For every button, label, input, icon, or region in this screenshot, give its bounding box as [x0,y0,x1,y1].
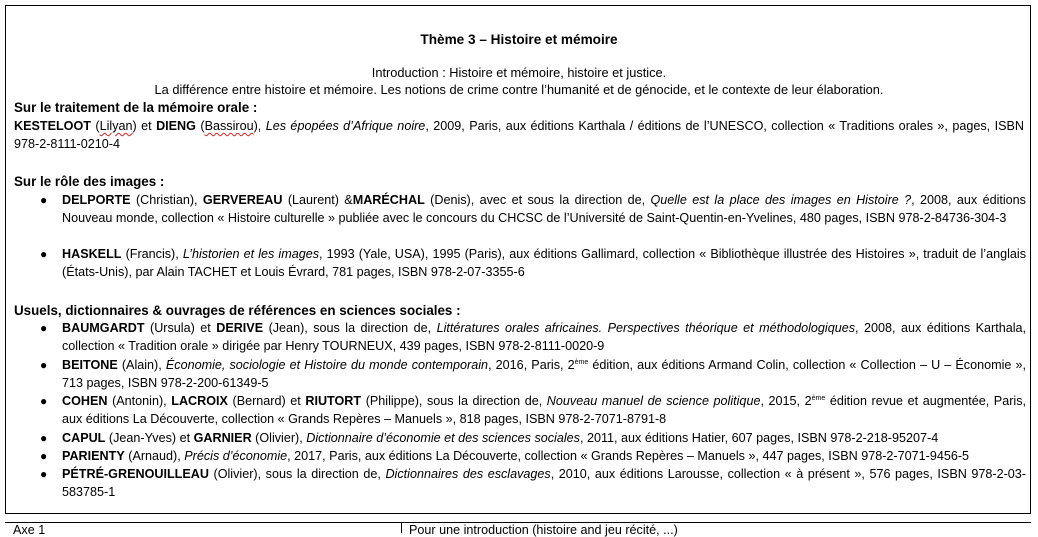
bold-text: DIENG [156,119,196,133]
next-table-row [5,522,1031,537]
reference-entry [62,247,1026,279]
text-run: , 2016, Paris, 2 [488,358,575,372]
bold-text: LACROIX [171,394,228,408]
bullet-icon: ● [40,358,48,372]
text-run: , 2008, aux éditions Karthala, collection « Tradition orale » dirigée par Henry TOURNEUX, 439 pages, ISBN 978-2-8111-0020-9 [62,321,1027,353]
reference-entry [62,394,1026,426]
italic-title: Les épopées d’Afrique noire [265,119,426,133]
list-item [40,320,1027,355]
text-run: , 2010, aux éditions Larousse, collection « à présent », 576 pages, ISBN 978-2-03-583785-1 [62,467,1026,499]
text-run: ), [253,119,266,133]
text-run: (Antonin), [107,394,172,408]
italic-title: Économie, sociologie et Histoire du monde contemporain [165,358,489,372]
next-row-left-fragment: Axe 1 [13,523,46,537]
text-run: , 1993 (Yale, USA), 1995 (Paris), aux éditions Gallimard, collection « Bibliothèque illustrée des Histoires », traduit de l’anglais (États-Unis), par Alain TACHET et Louis Évrard, 781 pages, ISBN 978-2-07-3355-6 [62,247,1026,279]
bullet-icon: ● [40,449,48,463]
italic-title: Dictionnaires des esclavages [385,467,551,481]
bold-text: PARIENTY [62,449,125,463]
bold-text: RIUTORT [305,394,362,408]
text-run: (Francis), [121,247,183,261]
reference-entry [62,431,938,445]
bullet-icon: ● [40,394,48,408]
italic-title: L’historien et les images [182,247,320,261]
intro-line-2: La différence entre histoire et mémoire. Les notions de crime contre l’humanité et de génocide, et le contexte de leur élaboration. [154,82,884,97]
text-run: (Ursula) et [144,321,217,335]
text-run: ( [90,119,100,133]
bullet-icon: ● [40,247,48,261]
bold-text: BAUMGARDT [62,321,145,335]
bold-text: KESTELOOT [14,119,91,133]
reference-entry [62,193,1026,225]
bold-text: MARÉCHAL [352,193,425,207]
bullet-icon: ● [40,467,48,481]
text-run: , 2011, aux éditions Hatier, 607 pages, ISBN 978-2-218-95207-4 [579,431,939,445]
superscript: ème [811,394,826,402]
reference-entry [62,449,969,463]
list-item [40,246,1026,281]
superscript: ème [574,358,589,366]
reference-entry [14,118,1024,153]
italic-title: Nouveau manuel de science politique [546,394,761,408]
bold-text: GARNIER [193,431,252,445]
text-run: (Alain), [117,358,166,372]
text-run: ) et [132,119,157,133]
list-item [40,466,1026,501]
italic-title: Précis d’économie [184,449,288,463]
reference-entry [62,321,1026,353]
reference-entry [62,358,1026,390]
text-run: (Jean), sous la direction de, [263,321,437,335]
bold-text: GERVEREAU [202,193,283,207]
list-item [40,393,1026,428]
intro-line-1: Introduction : Histoire et mémoire, histoire et justice. [371,65,667,80]
bold-text: DERIVE [216,321,264,335]
list-item [40,357,1027,392]
bullet-icon: ● [40,321,48,335]
text-run: (Bernard) et [227,394,306,408]
next-row-right-fragment: Pour une introduction (histoire and jeu récité, ...) [409,523,678,537]
list-item [40,430,1026,448]
section-heading-oral-memory: Sur le traitement de la mémoire orale : [14,100,258,115]
section-heading-reference-works: Usuels, dictionnaires & ouvrages de références en sciences sociales : [14,303,461,318]
bold-text: DELPORTE [62,193,131,207]
bold-text: COHEN [62,394,108,408]
text-run: (Denis), avec et sous la direction de, [424,193,651,207]
text-run: ( [195,119,205,133]
italic-title: Quelle est la place des images en Histoire ? [650,193,912,207]
reference-entry [62,467,1026,499]
text-run: édition, aux éditions Armand Colin, collection « Collection – U – Économie », 713 pages, ISBN 978-2-200-61349-5 [62,358,1027,390]
text-run: (Jean-Yves) et [105,431,194,445]
text-run: (Olivier), [251,431,307,445]
bullet-icon: ● [40,431,48,445]
section-heading-images: Sur le rôle des images : [14,174,165,189]
list-item [40,448,1026,466]
italic-title: Littératures orales africaines. Perspectives théorique et méthodologiques [436,321,856,335]
bold-text: PÉTRÉ-GRENOUILLEAU [62,467,209,481]
text-run: (Olivier), sous la direction de, [208,467,386,481]
bold-text: CAPUL [62,431,106,445]
text-run: (Laurent) & [282,193,353,207]
text-run: (Arnaud), [124,449,185,463]
document-table-cell [5,5,1031,514]
cell-divider [401,523,402,533]
list-item [40,192,1026,227]
text-run: , 2017, Paris, aux éditions La Découverte, collection « Grands Repères – Manuels », 447 pages, ISBN 978-2-7071-9456-5 [287,449,970,463]
bold-text: HASKELL [62,247,122,261]
text-run: , 2008, aux éditions Nouveau monde, collection « Histoire culturelle » publiée avec le concours du CHCSC de l’Université de Saint-Quentin-en-Yvelines, 480 pages, ISBN 978-2-84736-304-3 [62,193,1026,225]
page-title: Thème 3 – Histoire et mémoire [420,32,618,47]
text-run: , 2015, 2 [760,394,812,408]
bullet-icon: ● [40,193,48,207]
flagged-word: Bassirou [204,119,254,133]
italic-title: Dictionnaire d’économie et des sciences sociales [306,431,580,445]
flagged-word: Lilyan [99,119,133,133]
text-run: (Philippe), sous la direction de, [361,394,547,408]
text-run: , 2009, Paris, aux éditions Karthala / éditions de l’UNESCO, collection « Traditions orales », pages, ISBN 978-2-8111-0210-4 [14,119,1024,151]
bold-text: BEITONE [62,358,118,372]
text-run: (Christian), [130,193,203,207]
text-run: édition revue et augmentée, Paris, aux éditions La Découverte, collection « Grands Repères – Manuels », 818 pages, ISBN 978-2-7071-8791-8 [62,394,1026,426]
